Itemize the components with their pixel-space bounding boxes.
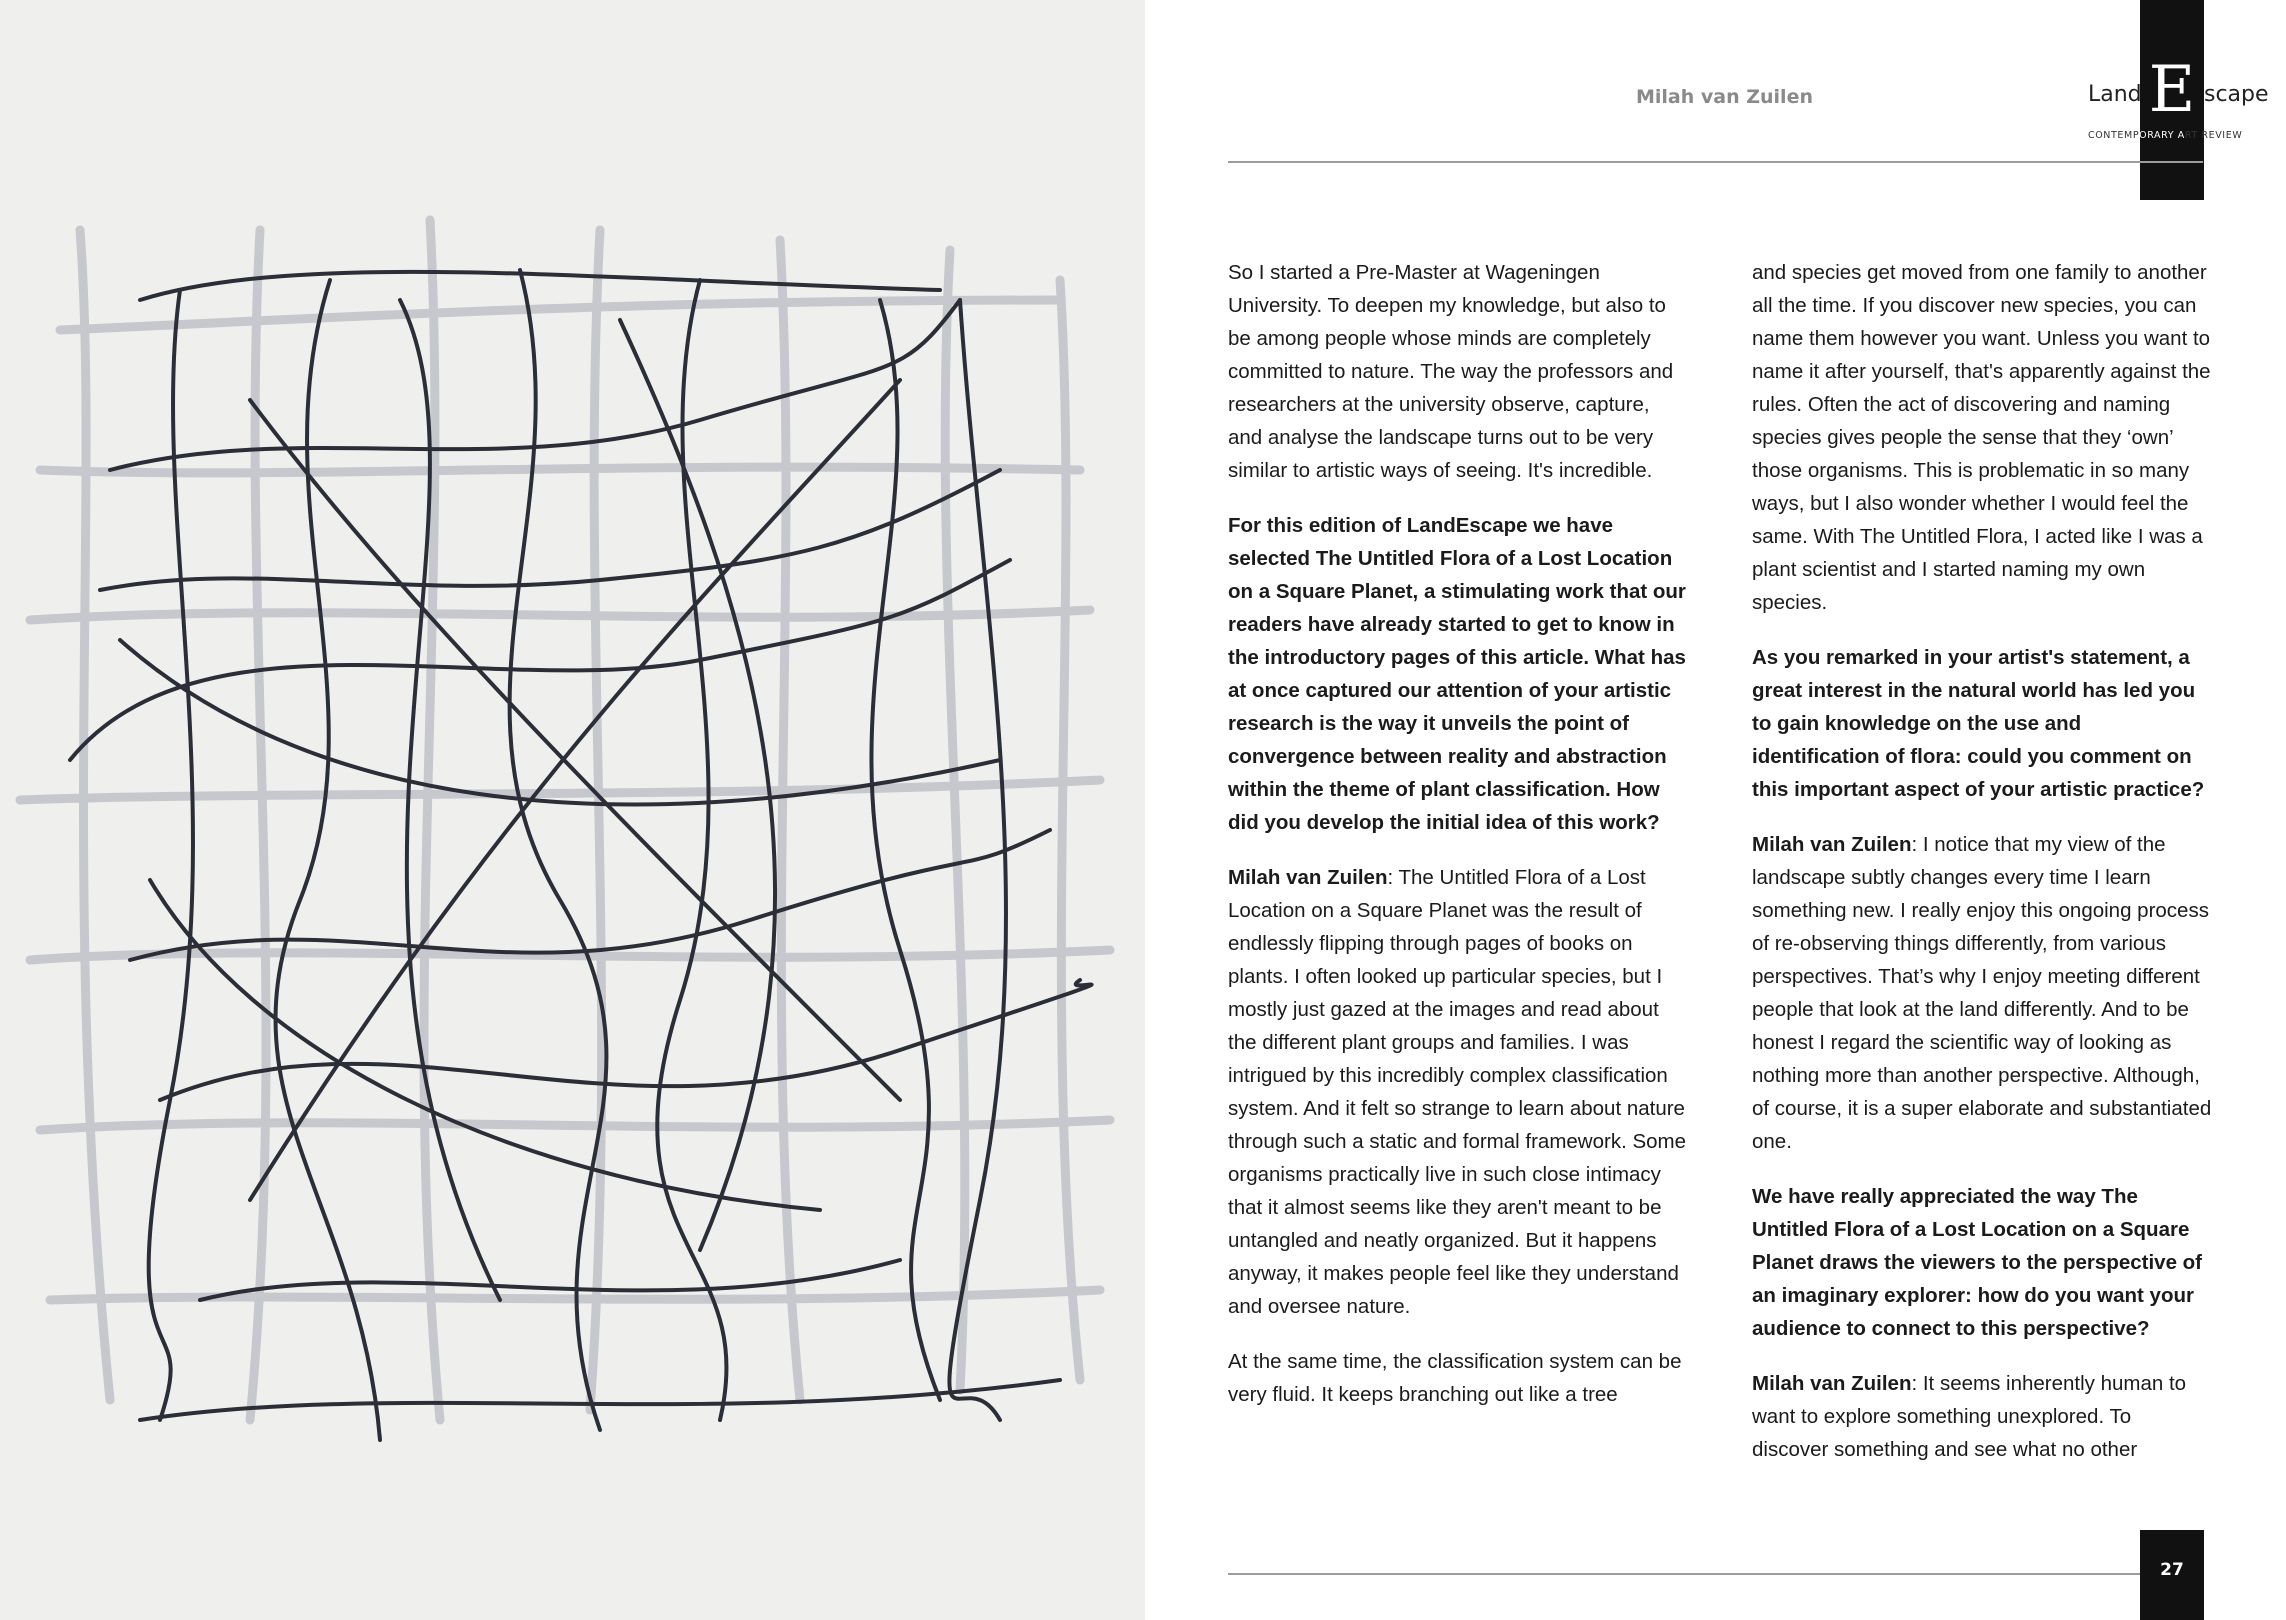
interview-answer [1752, 828, 2212, 1158]
logo-subtitle-part-b: ORARY A [2139, 130, 2185, 141]
running-header-author: Milah van Zuilen [1636, 86, 1813, 108]
answer-text: : I notice that my view of the landscape subtly changes every time I learn something new. I really enjoy this ongoing process of re-observing things differently, from various perspectives. That’s why I enjoy meeting different people that look at the land differently. And to be honest I regard the scientific way of looking as nothing more than another perspective. Although, of course, it is a super elaborate and substantiated one. [1752, 833, 2212, 1153]
logo-scape-text: scape [2204, 82, 2269, 107]
speaker-name: Milah van Zuilen [1228, 866, 1388, 889]
answer-text: : It seems inherently human to want to explore something unexplored. To discover something and see what no other [1752, 1372, 2187, 1461]
interview-answer [1228, 861, 1688, 1323]
paragraph: and species get moved from one family to another all the time. If you discover new species, you can name them however you want. Unless you want to name it after yourself, that's apparently against the rules. Often the act of discovering and naming species gives people the sense that they ‘own’ those organisms. This is problematic in so many ways, but I also wonder whether I would feel the same. With The Untitled Flora, I acted like I was a plant scientist and I started naming my own species. [1752, 261, 2211, 614]
speaker-name: Milah van Zuilen [1752, 1372, 1912, 1395]
interview-answer [1752, 1367, 2212, 1466]
text-column-right [1752, 256, 2212, 1488]
logo-subtitle-part-c: RT REVIEW [2184, 130, 2243, 141]
speaker-name: Milah van Zuilen [1752, 833, 1912, 856]
paragraph: At the same time, the classification system can be very fluid. It keeps branching out like a tree [1228, 1350, 1682, 1406]
logo-subtitle [2088, 130, 2268, 141]
header-rule [1228, 161, 2203, 163]
interview-question: For this edition of LandEscape we have selected The Untitled Flora of a Lost Location on a Square Planet, a stimulating work that our readers have already started to get to know in the introductory pages of this article. What has at once captured our attention of your artistic research is the way it unveils the point of convergence between reality and abstraction within the theme of plant classification. How did you develop the initial idea of this work? [1228, 514, 1686, 834]
logo-land-text: Land [2088, 82, 2142, 107]
interview-question: As you remarked in your artist's statement, a great interest in the natural world has led you to gain knowledge on the use and identification of flora: could you comment on this important aspect of your artistic practice? [1752, 646, 2205, 801]
logo-subtitle-part-a: CONTEMP [2088, 130, 2140, 141]
footer-rule [1228, 1573, 2203, 1575]
paragraph: So I started a Pre-Master at Wageningen University. To deepen my knowledge, but also to be among people whose minds are completely committed to nature. The way the professors and researchers at the university observe, capture, and analyse the landscape turns out to be very similar to artistic ways of seeing. It's incredible. [1228, 261, 1674, 482]
logo-e-letter: E [2148, 53, 2196, 127]
interview-question: We have really appreciated the way The Untitled Flora of a Lost Location on a Square Planet draws the viewers to the perspective of an imaginary explorer: how do you want your audience to connect to this perspective? [1752, 1185, 2203, 1340]
page-number: 27 [2160, 1560, 2184, 1580]
answer-text: : The Untitled Flora of a Lost Location on a Square Planet was the result of endlessly flipping through pages of books on plants. I often looked up particular species, but I mostly just gazed at the images and read about the different plant groups and families. I was intrigued by this incredibly complex classification system. And it felt so strange to learn about nature through such a static and formal framework. Some organisms practically live in such close intimacy that it almost seems like they aren't meant to be untangled and neatly organized. But it happens anyway, it makes people feel like they understand and oversee nature. [1228, 866, 1687, 1318]
text-column-left [1228, 256, 1688, 1433]
